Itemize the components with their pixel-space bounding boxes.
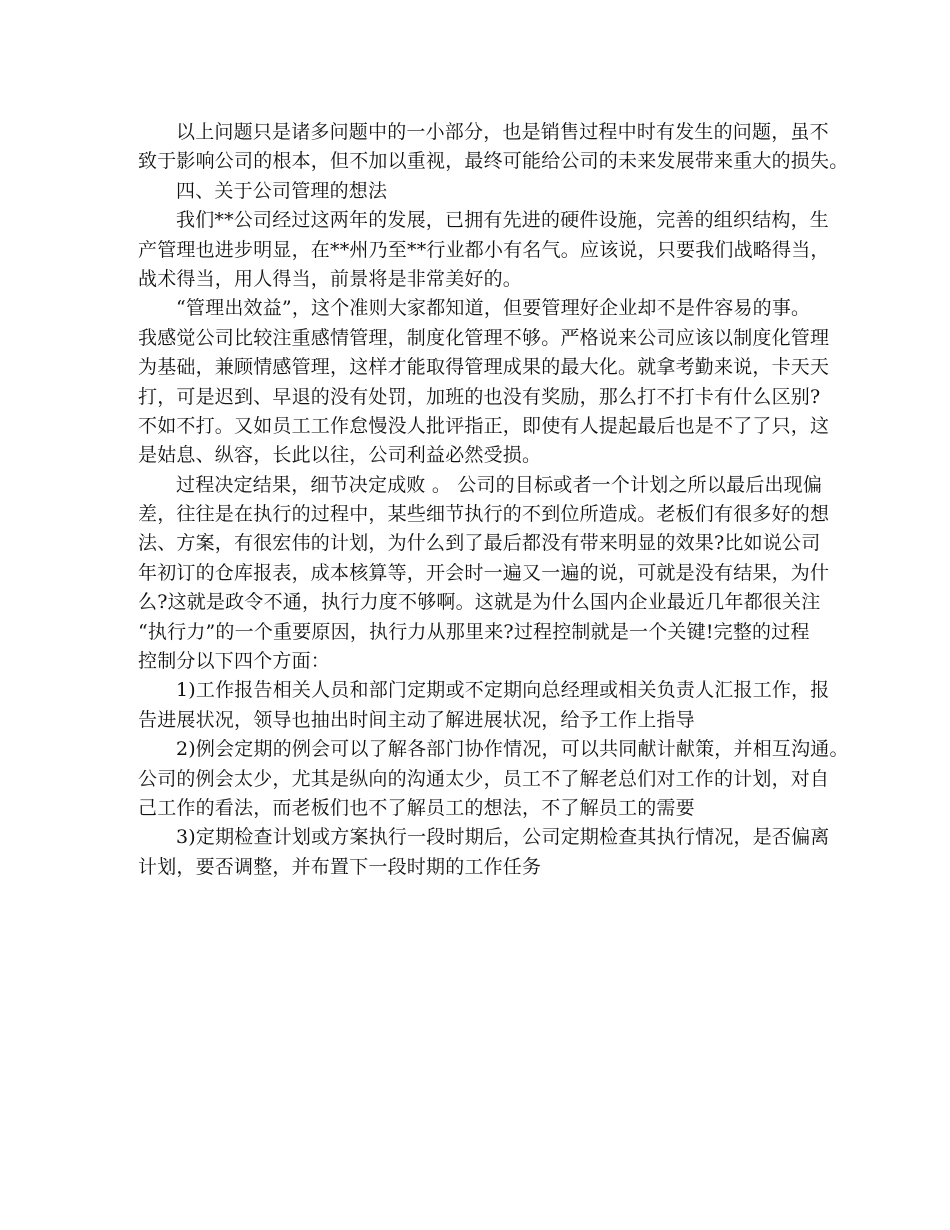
text-line: 是姑息、纵容，长此以往，公司利益必然受损。 <box>138 444 542 467</box>
text-line: 控制分以下四个方面： <box>138 650 331 673</box>
text-line: 年初订的仓库报表，成本核算等，开会时一遍又一遍的说，可就是没有结果，为什 <box>138 561 830 584</box>
text-line: 1)工作报告相关人员和部门定期或不定期向总经理或相关负责人汇报工作，报 <box>176 679 830 702</box>
paragraph <box>138 294 828 470</box>
text-line: 公司的例会太少，尤其是纵向的沟通太少，员工不了解老总们对工作的计划，对自 <box>138 767 830 790</box>
text-line: 致于影响公司的根本，但不加以重视，最终可能给公司的未来发展带来重大的损失。 <box>138 150 849 173</box>
text-line: 计划，要否调整，并布置下一段时期的工作任务 <box>138 855 542 878</box>
text-line: “执行力”的一个重要原因，执行力从那里来?过程控制就是一个关键!完整的过程 <box>138 620 810 643</box>
text-line: 告进展状况，领导也抽出时间主动了解进展状况，给予工作上指导 <box>138 708 695 731</box>
text-line: 四、关于公司管理的想法 <box>176 179 388 202</box>
text-line: 为基础，兼顾情感管理，这样才能取得管理成果的最大化。就拿考勤来说，卡天天 <box>138 356 830 379</box>
document-page <box>138 118 849 882</box>
text-line: 我感觉公司比较注重感情管理，制度化管理不够。严格说来公司应该以制度化管理 <box>138 326 830 349</box>
text-line: 3)定期检查计划或方案执行一段时期后，公司定期检查其执行情况，是否偏离 <box>176 826 830 849</box>
text-line: 己工作的看法，而老板们也不了解员工的想法，不了解员工的需要 <box>138 796 695 819</box>
text-line: 产管理也进步明显，在**州乃至**行业都小有名气。应该说，只要我们战略得当， <box>138 238 830 261</box>
paragraph <box>138 823 828 882</box>
paragraph <box>138 735 849 823</box>
text-line: 以上问题只是诸多问题中的一小部分，也是销售过程中时有发生的问题，虽不 <box>176 121 829 143</box>
paragraph <box>138 471 828 677</box>
text-line: 么?这就是政令不通，执行力度不够啊。这就是为什么国内企业最近几年都很关注 <box>138 591 821 614</box>
text-line: 不如不打。又如员工工作怠慢没人批评指正，即使有人提起最后也是不了了只，这 <box>138 414 830 437</box>
text-line: 战术得当，用人得当，前景将是非常美好的。 <box>138 267 523 290</box>
paragraph <box>138 676 828 735</box>
paragraph <box>138 206 828 294</box>
section-heading <box>138 177 828 206</box>
text-line: 过程决定结果，细节决定成败 。 公司的目标或者一个计划之所以最后出现偏 <box>176 473 823 496</box>
text-line: “管理出效益”，这个准则大家都知道，但要管理好企业却不是件容易的事。 <box>176 297 811 320</box>
paragraph <box>138 118 849 177</box>
text-line: 我们**公司经过这两年的发展，已拥有先进的硬件设施，完善的组织结构，生 <box>176 209 830 232</box>
text-line: 2)例会定期的例会可以了解各部门协作情况，可以共同献计献策，并相互沟通。 <box>176 738 849 761</box>
text-line: 法、方案，有很宏伟的计划，为什么到了最后都没有带来明显的效果?比如说公司 <box>138 532 821 555</box>
text-line: 打，可是迟到、早退的没有处罚，加班的也没有奖励，那么打不打卡有什么区别? <box>138 385 821 408</box>
text-line: 差，往往是在执行的过程中，某些细节执行的不到位所造成。老板们有很多好的想 <box>138 503 830 526</box>
